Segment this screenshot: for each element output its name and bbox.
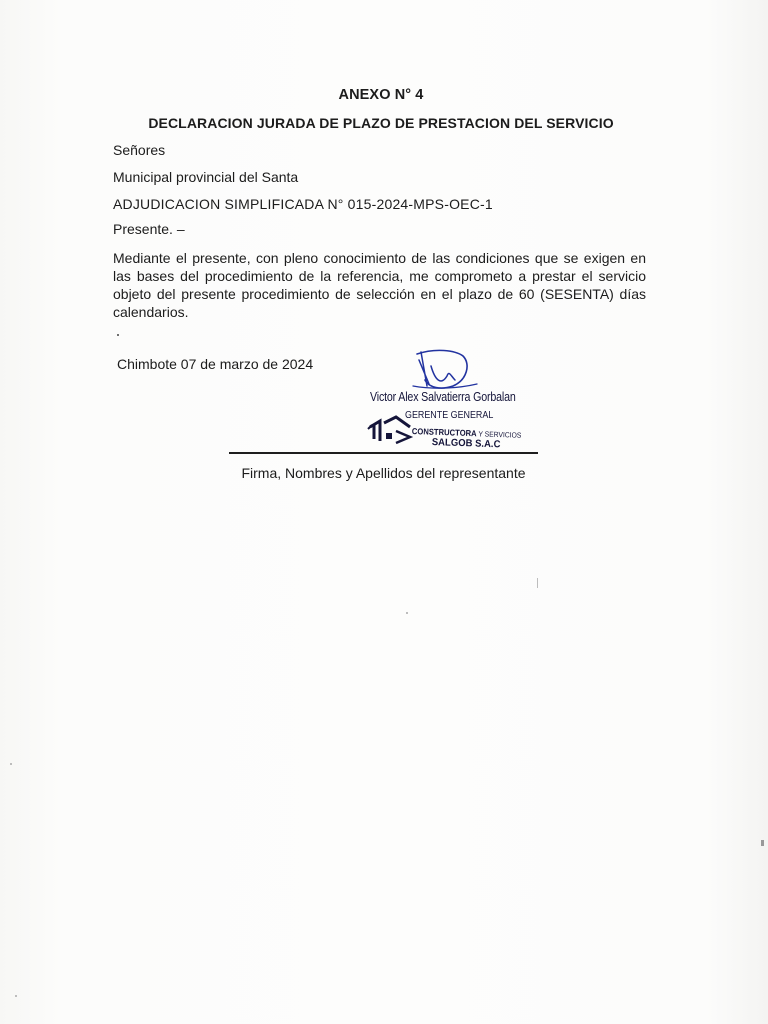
date-line: Chimbote 07 de marzo de 2024 <box>117 356 314 372</box>
scan-speck <box>537 578 538 588</box>
company-type-suffix: Y SERVICIOS <box>478 429 522 440</box>
presente-line: Presente. – <box>113 221 185 237</box>
document-title: DECLARACION JURADA DE PLAZO DE PRESTACION DEL SERVICIO <box>148 115 614 131</box>
annex-title: ANEXO N° 4 <box>338 87 424 103</box>
signature-caption: Firma, Nombres y Apellidos del representante <box>241 465 526 481</box>
scan-speck <box>15 995 17 997</box>
representative-role: GERENTE GENERAL <box>405 409 494 421</box>
scan-speck <box>761 840 764 846</box>
company-name: SALGOB S.A.C <box>431 437 501 451</box>
company-type-main: CONSTRUCTORA <box>411 426 477 439</box>
reference-line: ADJUDICACION SIMPLIFICADA N° 015-2024-MPS-OEC-1 <box>113 196 493 212</box>
representative-name: Victor Alex Salvatierra Gorbalan <box>370 389 516 404</box>
company-logo-icon <box>366 413 416 447</box>
scan-speck <box>406 612 408 614</box>
recipient: Municipal provincial del Santa <box>113 169 299 185</box>
salutation: Señores <box>113 142 166 158</box>
body-paragraph: Mediante el presente, con pleno conocimiento de las condiciones que se exigen en las bases del procedimiento de la referencia, me comprometo a prestar el servicio objeto del presente procedimiento de selección en el plazo de 60 (SESENTA) días calendarios. <box>113 250 646 320</box>
signature-rule <box>229 452 538 454</box>
stray-mark <box>117 334 119 336</box>
scan-speck <box>10 763 12 765</box>
